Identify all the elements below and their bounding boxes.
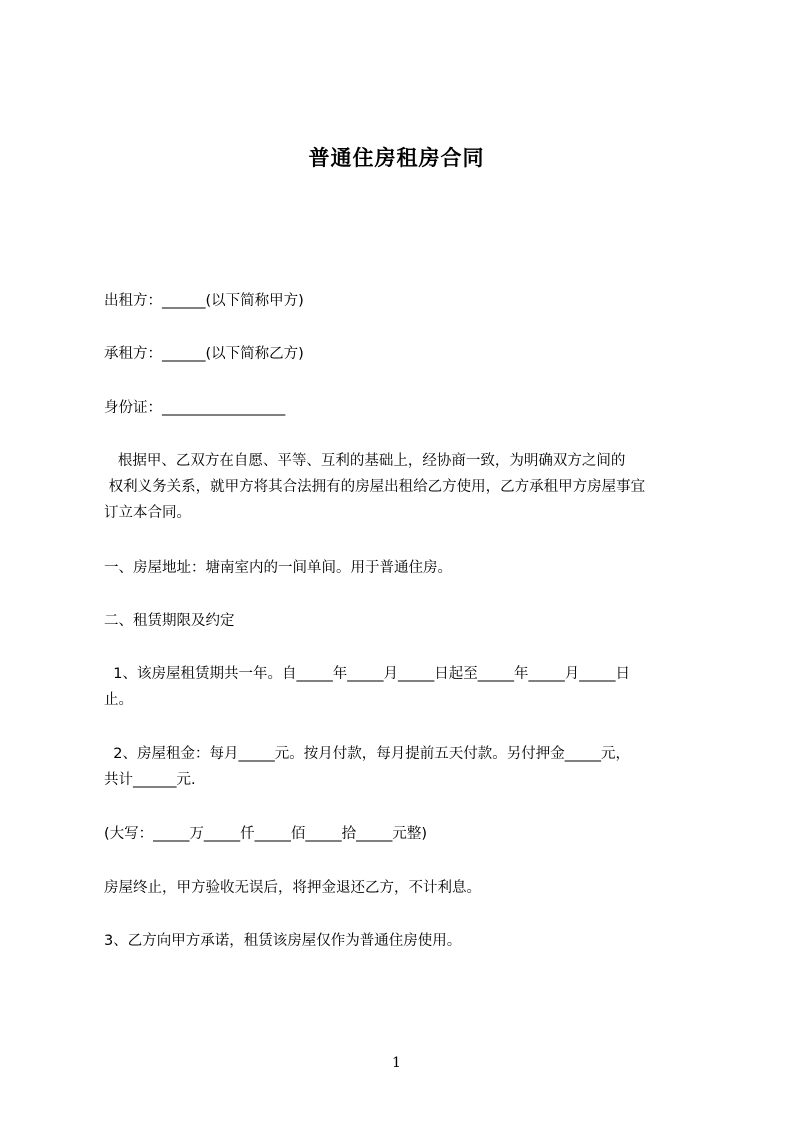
amount-in-words: (大写：_____万_____仟_____佰_____拾_____元整) xyxy=(104,826,428,842)
clause-2-item-2 xyxy=(104,741,706,793)
clause-line: 2、房屋租金：每月_____元。按月付款，每月提前五天付款。另付押金_____元， xyxy=(104,746,630,762)
clause-2-heading: 二、租赁期限及约定 xyxy=(104,613,235,629)
intro-paragraph xyxy=(104,448,706,526)
lessor-line: 出租方：______(以下简称甲方) xyxy=(104,293,304,309)
clause-2-item-3: 3、乙方向甲方承诺，租赁该房屋仅作为普通住房使用。 xyxy=(104,933,462,949)
clause-1-address: 一、房屋地址：塘南室内的一间单间。用于普通住房。 xyxy=(104,560,452,576)
clause-line: 共计______元. xyxy=(104,772,196,788)
lessee-line: 承租方：______(以下简称乙方) xyxy=(104,346,304,362)
page-number: 1 xyxy=(392,1055,401,1071)
document-title: 普通住房租房合同 xyxy=(308,146,485,170)
intro-line: 权利义务关系，就甲方将其合法拥有的房屋出租给乙方使用，乙方承租甲方房屋事宜 xyxy=(104,479,646,495)
intro-line: 根据甲、乙双方在自愿、平等、互利的基础上，经协商一致，为明确双方之间的 xyxy=(104,453,626,469)
id-card-line: 身份证：_________________ xyxy=(104,400,286,416)
clause-2-item-1 xyxy=(104,661,706,713)
clause-line: 1、该房屋租赁期共一年。自_____年_____月_____日起至_____年_____月_____日 xyxy=(104,666,630,682)
intro-line: 订立本合同。 xyxy=(104,505,191,521)
clause-line: 止。 xyxy=(104,692,133,708)
deposit-return-line: 房屋终止，甲方验收无误后，将押金退还乙方，不计利息。 xyxy=(104,880,481,896)
